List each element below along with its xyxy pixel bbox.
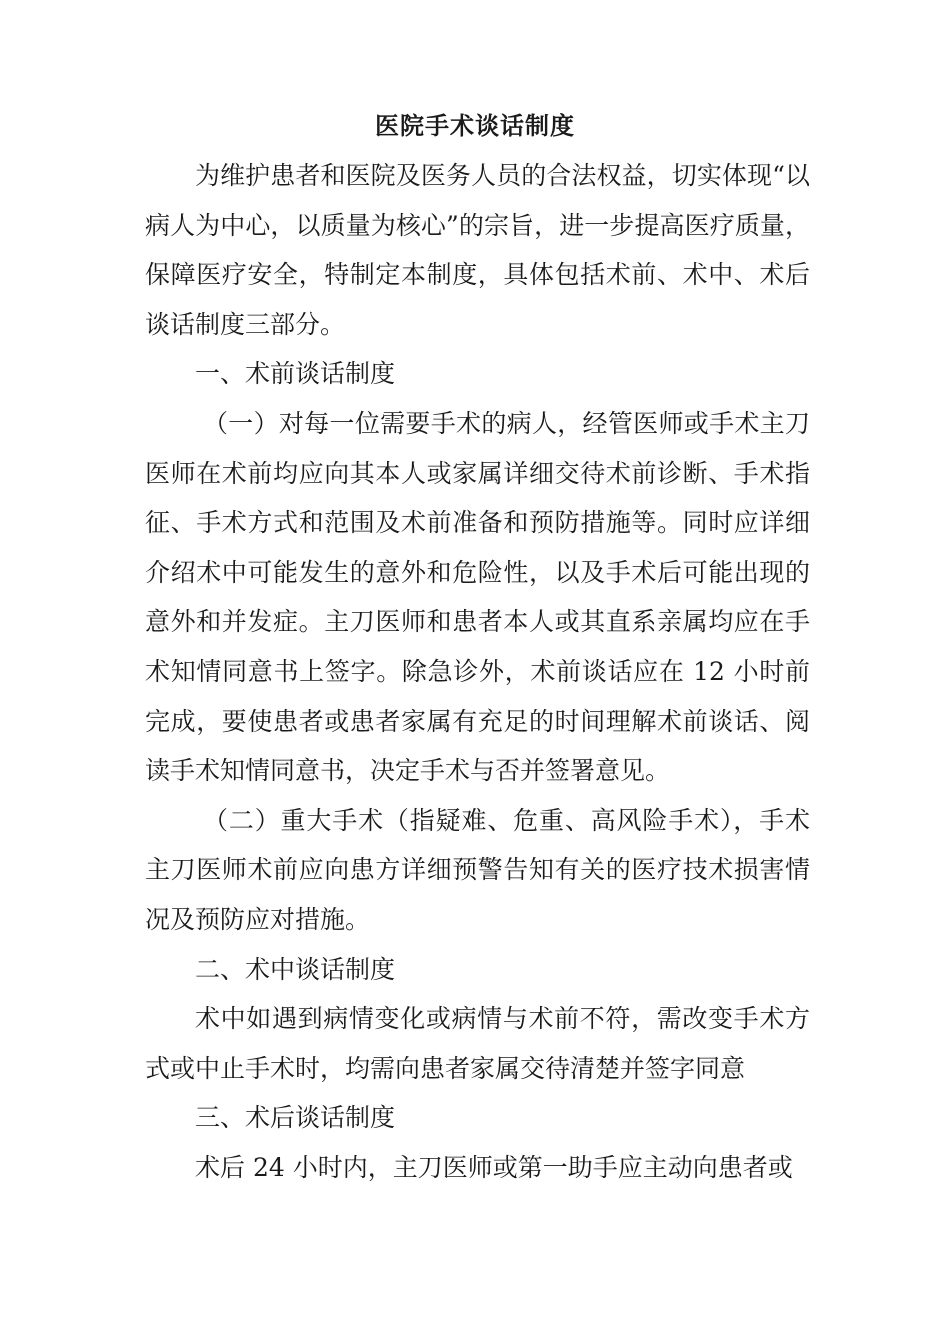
section-heading-intraop: 二、术中谈话制度 [195,954,396,984]
section-heading-preop: 一、术前谈话制度 [195,359,396,389]
document-body [145,151,810,1192]
intro-paragraph: 为维护患者和医院及医务人员的合法权益，切实体现“以病人为中心，以质量为核心”的宗旨，进一步提高医疗质量，保障医疗安全，特制定本制度，具体包括术前、术中、术后谈话制度三部分。 [145,161,810,339]
intraop-paragraph: 术中如遇到病情变化或病情与术前不符，需改变手术方式或中止手术时，均需向患者家属交待清楚并签字同意 [145,1004,810,1083]
postop-paragraph: 术后 24 小时内，主刀医师或第一助手应主动向患者或 [195,1152,793,1182]
section-heading-postop: 三、术后谈话制度 [195,1103,396,1133]
preop-paragraph-2: （二）重大手术（指疑难、危重、高风险手术），手术主刀医师术前应向患方详细预警告知有关的医疗技术损害情况及预防应对措施。 [145,805,810,934]
document-title: 医院手术谈话制度 [375,112,575,140]
preop-paragraph-1: （一）对每一位需要手术的病人，经管医师或手术主刀医师在术前均应向其本人或家属详细交待术前诊断、手术指征、手术方式和范围及术前准备和预防措施等。同时应详细介绍术中可能发生的意外和危险性，以及手术后可能出现的意外和并发症。主刀医师和患者本人或其直系亲属均应在手术知情同意书上签字。除急诊外，术前谈话应在 12 小时前完成，要使患者或患者家属有充足的时间理解术前谈话、阅读手术知情同意书，决定手术与否并签署意见。 [145,408,810,786]
